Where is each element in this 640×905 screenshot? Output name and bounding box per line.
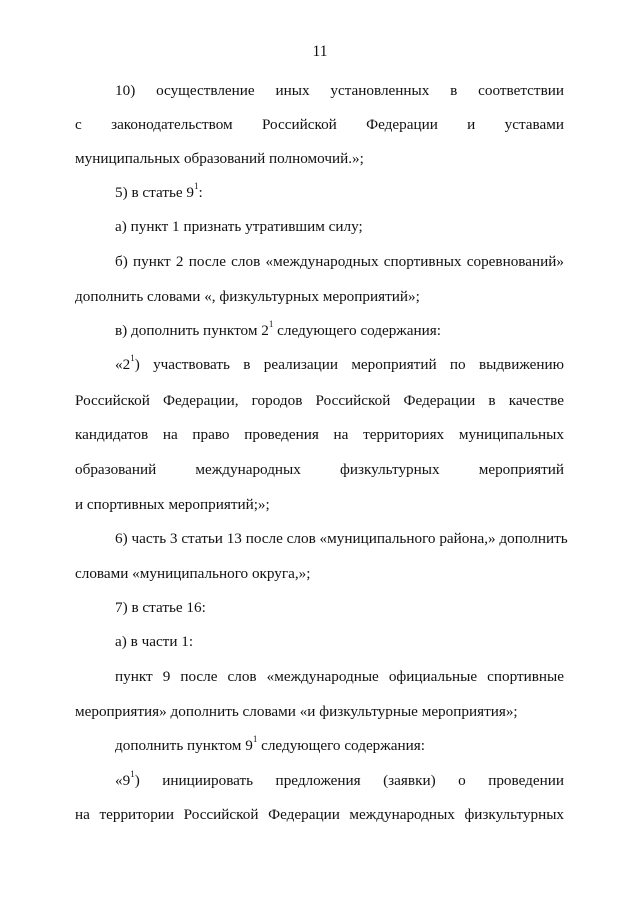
text-fragment: :: [198, 184, 203, 201]
superscript: 1: [130, 768, 135, 779]
text-line: с законодательством Российской Федерации и уставами: [75, 116, 564, 133]
text-fragment: 5) в статье 9: [115, 184, 195, 201]
text-line: кандидатов на право проведения на территориях муниципальных: [75, 426, 564, 443]
text-line: [115, 318, 441, 340]
superscript: 1: [194, 180, 199, 191]
superscript: 1: [252, 733, 258, 744]
text-line: дополнить словами «, физкультурных мероприятий»;: [75, 288, 420, 305]
text-line: и спортивных мероприятий;»;: [75, 496, 270, 513]
text-fragment: в) дополнить пунктом 2: [115, 322, 269, 339]
text-line: Российской Федерации, городов Российской Федерации в качестве: [75, 392, 564, 409]
text-fragment: ) инициировать предложения (заявки) о проведении: [134, 772, 564, 789]
text-line: муниципальных образований полномочий.»;: [75, 150, 364, 167]
text-line: б) пункт 2 после слов «международных спортивных соревнований»: [115, 253, 564, 270]
text-line: [115, 768, 564, 790]
text-fragment: дополнить пунктом 9: [115, 737, 253, 754]
text-line: 7) в статье 16:: [115, 599, 206, 616]
text-line: словами «муниципального округа,»;: [75, 565, 311, 582]
text-fragment: следующего содержания:: [273, 322, 441, 339]
text-line: [115, 180, 203, 202]
text-fragment: ) участвовать в реализации мероприятий по выдвижению: [134, 356, 564, 373]
text-line: 10) осуществление иных установленных в соответствии: [115, 82, 564, 99]
superscript: 1: [268, 318, 274, 329]
text-line: на территории Российской Федерации международных физкультурных: [75, 806, 564, 823]
text-line: а) в части 1:: [115, 633, 194, 650]
text-line: [115, 733, 425, 755]
text-line: пункт 9 после слов «международные официальные спортивные: [115, 668, 564, 685]
page-number: 11: [312, 43, 328, 60]
text-line: [115, 352, 564, 374]
text-fragment: «2: [115, 356, 131, 373]
text-line: образований международных физкультурных мероприятий: [75, 461, 564, 478]
text-line: мероприятия» дополнить словами «и физкультурные мероприятия»;: [75, 703, 518, 720]
text-line: 6) часть 3 статьи 13 после слов «муниципального района,» дополнить: [115, 530, 568, 547]
text-fragment: следующего содержания:: [257, 737, 425, 754]
text-line: а) пункт 1 признать утратившим силу;: [115, 218, 363, 235]
superscript: 1: [130, 352, 135, 363]
text-fragment: «9: [115, 772, 131, 789]
